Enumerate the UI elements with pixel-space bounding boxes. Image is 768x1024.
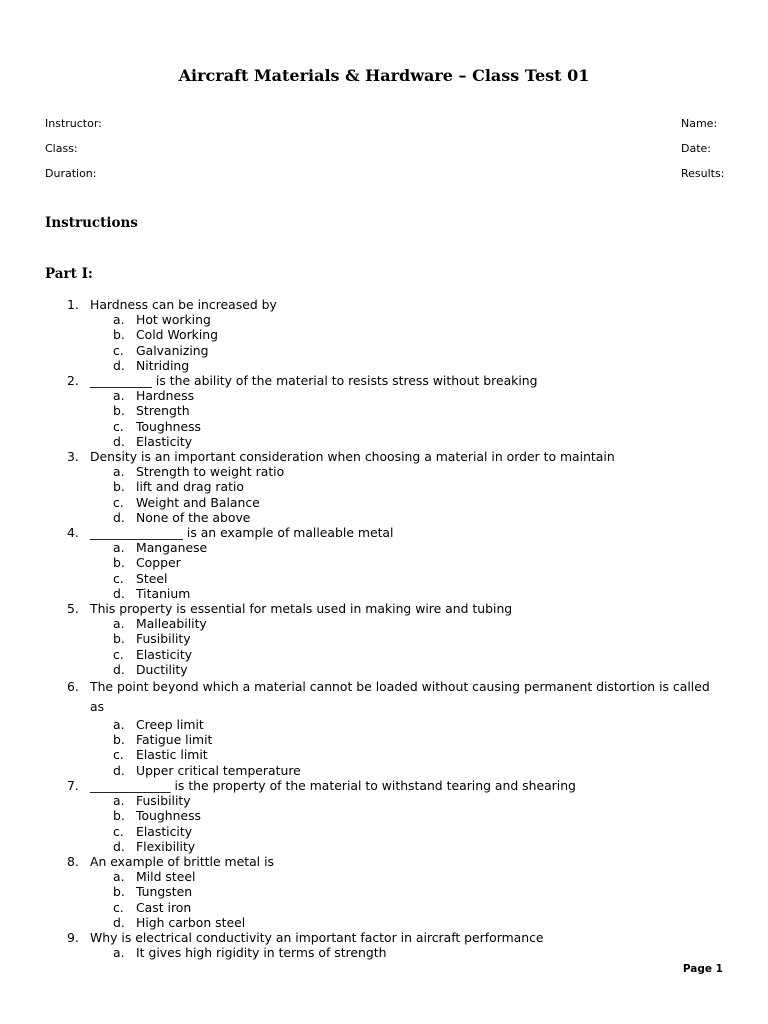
- question-number: 1.: [67, 297, 79, 312]
- option-text: Manganese: [136, 540, 208, 556]
- option-item: [0, 839, 768, 854]
- option-text: High carbon steel: [136, 914, 246, 930]
- option-item: [0, 312, 768, 327]
- option-letter: c.: [113, 646, 124, 662]
- option-item: [0, 388, 768, 403]
- option-letter: b.: [113, 884, 125, 900]
- option-letter: b.: [113, 327, 125, 343]
- option-letter: a.: [113, 945, 125, 961]
- question-item: [0, 601, 768, 677]
- question-row: [0, 930, 768, 945]
- option-item: [0, 763, 768, 778]
- option-letter: c.: [113, 494, 124, 510]
- option-letter: c.: [113, 899, 124, 915]
- option-text: Nitriding: [136, 357, 190, 373]
- option-letter: a.: [113, 312, 125, 328]
- option-letter: d.: [113, 585, 125, 601]
- option-letter: d.: [113, 914, 125, 930]
- question-item: [0, 854, 768, 930]
- question-number: 7.: [67, 777, 79, 793]
- option-text: Strength: [136, 403, 190, 419]
- question-text: The point beyond which a material cannot be loaded without causing permanent distortion is called as: [90, 679, 710, 715]
- option-item: [0, 510, 768, 525]
- instructor-label: Instructor:: [45, 117, 102, 130]
- question-number: 5.: [67, 601, 79, 617]
- question-text: An example of brittle metal is: [90, 853, 274, 869]
- option-text: Galvanizing: [136, 342, 209, 358]
- option-item: [0, 732, 768, 747]
- option-letter: a.: [113, 540, 125, 556]
- question-text-wrap: [90, 930, 544, 945]
- question-item: [0, 677, 768, 778]
- option-text: Upper critical temperature: [136, 762, 301, 778]
- option-item: [0, 495, 768, 510]
- question-text-wrap: [90, 679, 710, 714]
- option-letter: d.: [113, 762, 125, 778]
- question-text-wrap: [90, 525, 393, 540]
- instructions-heading: Instructions: [45, 215, 138, 231]
- question-item: [0, 930, 768, 960]
- option-item: [0, 419, 768, 434]
- question-row: [0, 525, 768, 540]
- option-letter: d.: [113, 509, 125, 525]
- option-text: Strength to weight ratio: [136, 464, 285, 480]
- question-item: [0, 373, 768, 449]
- option-letter: d.: [113, 357, 125, 373]
- answer-blank: __________: [90, 373, 152, 389]
- option-letter: c.: [113, 823, 124, 839]
- option-text: Creep limit: [136, 717, 204, 733]
- option-letter: c.: [113, 342, 124, 358]
- question-row: [0, 601, 768, 616]
- option-item: [0, 571, 768, 586]
- question-item: [0, 525, 768, 601]
- option-letter: a.: [113, 616, 125, 632]
- option-letter: a.: [113, 464, 125, 480]
- option-text: Flexibility: [136, 838, 196, 854]
- document-title: Aircraft Materials & Hardware – Class Test 01: [178, 66, 590, 85]
- date-label: Date:: [681, 142, 711, 155]
- option-text: Mild steel: [136, 869, 196, 885]
- option-item: [0, 343, 768, 358]
- option-text: Fatigue limit: [136, 732, 213, 748]
- option-item: [0, 869, 768, 884]
- question-text-wrap: [90, 854, 274, 869]
- option-letter: c.: [113, 570, 124, 586]
- option-item: [0, 327, 768, 342]
- option-letter: a.: [113, 717, 125, 733]
- option-text: lift and drag ratio: [136, 479, 245, 495]
- option-letter: b.: [113, 479, 125, 495]
- option-item: [0, 884, 768, 899]
- option-item: [0, 631, 768, 646]
- question-text: is the ability of the material to resists stress without breaking: [151, 373, 538, 389]
- question-text-wrap: [90, 601, 512, 616]
- class-label: Class:: [45, 142, 78, 155]
- question-row: [0, 373, 768, 388]
- option-text: Weight and Balance: [136, 494, 260, 510]
- question-text: Density is an important consideration when choosing a material in order to maintain: [90, 449, 615, 465]
- question-number: 2.: [67, 373, 79, 389]
- option-text: Tungsten: [136, 884, 193, 900]
- option-item: [0, 945, 768, 960]
- option-text: Elastic limit: [136, 747, 208, 763]
- option-item: [0, 403, 768, 418]
- option-item: [0, 479, 768, 494]
- option-item: [0, 555, 768, 570]
- option-item: [0, 434, 768, 449]
- option-letter: b.: [113, 732, 125, 748]
- option-text: Fusibility: [136, 631, 191, 647]
- option-item: [0, 808, 768, 823]
- option-letter: a.: [113, 869, 125, 885]
- option-text: Hardness: [136, 388, 195, 404]
- option-text: None of the above: [136, 509, 251, 525]
- option-item: [0, 747, 768, 762]
- answer-blank: _______________: [90, 525, 183, 541]
- option-text: Elasticity: [136, 433, 193, 449]
- question-text-wrap: [90, 449, 615, 464]
- option-text: Elasticity: [136, 646, 193, 662]
- question-text: Why is electrical conductivity an important factor in aircraft performance: [90, 929, 544, 945]
- option-letter: b.: [113, 808, 125, 824]
- option-letter: c.: [113, 418, 124, 434]
- option-letter: d.: [113, 433, 125, 449]
- option-letter: b.: [113, 555, 125, 571]
- option-text: Steel: [136, 570, 168, 586]
- option-text: Fusibility: [136, 793, 191, 809]
- option-letter: a.: [113, 388, 125, 404]
- option-item: [0, 793, 768, 808]
- question-text: This property is essential for metals used in making wire and tubing: [90, 601, 513, 617]
- question-item: [0, 449, 768, 525]
- option-item: [0, 915, 768, 930]
- question-row: [0, 449, 768, 464]
- option-letter: b.: [113, 403, 125, 419]
- question-text-wrap: [90, 778, 576, 793]
- option-item: [0, 358, 768, 373]
- question-text-wrap: [90, 297, 277, 312]
- answer-blank: _____________: [90, 777, 171, 793]
- page-number: Page 1: [682, 963, 723, 975]
- option-item: [0, 586, 768, 601]
- question-number: 3.: [67, 449, 79, 465]
- question-number: 4.: [67, 525, 79, 541]
- option-item: [0, 616, 768, 631]
- question-item: [0, 778, 768, 854]
- option-letter: a.: [113, 793, 125, 809]
- question-item: [0, 297, 768, 373]
- option-text: It gives high rigidity in terms of strength: [136, 945, 387, 961]
- option-item: [0, 662, 768, 677]
- option-text: Malleability: [136, 616, 207, 632]
- results-label: Results:: [681, 167, 725, 180]
- question-text: Hardness can be increased by: [90, 297, 277, 312]
- question-number: 9.: [67, 929, 79, 945]
- question-list: [0, 297, 768, 960]
- option-letter: d.: [113, 838, 125, 854]
- question-row: [0, 297, 768, 312]
- duration-label: Duration:: [45, 167, 97, 180]
- option-text: Toughness: [136, 808, 202, 824]
- option-item: [0, 900, 768, 915]
- option-text: Titanium: [136, 585, 191, 601]
- option-item: [0, 464, 768, 479]
- option-text: Cast iron: [136, 899, 192, 915]
- option-item: [0, 717, 768, 732]
- part-heading: Part I:: [45, 266, 93, 282]
- option-text: Elasticity: [136, 823, 193, 839]
- option-text: Hot working: [136, 312, 211, 328]
- option-text: Copper: [136, 555, 181, 571]
- question-text-wrap: [90, 373, 538, 388]
- question-row: [0, 778, 768, 793]
- question-text: is an example of malleable metal: [182, 525, 394, 541]
- option-letter: d.: [113, 661, 125, 677]
- question-number: 8.: [67, 853, 79, 869]
- option-item: [0, 824, 768, 839]
- option-item: [0, 647, 768, 662]
- option-text: Ductility: [136, 661, 188, 677]
- option-text: Cold Working: [136, 327, 219, 343]
- option-text: Toughness: [136, 418, 202, 434]
- option-letter: c.: [113, 747, 124, 763]
- option-item: [0, 540, 768, 555]
- question-number: 6.: [67, 679, 79, 695]
- name-label: Name:: [681, 117, 718, 130]
- question-row: [0, 854, 768, 869]
- question-text: is the property of the material to withstand tearing and shearing: [170, 777, 576, 793]
- question-row: [0, 677, 768, 717]
- option-letter: b.: [113, 631, 125, 647]
